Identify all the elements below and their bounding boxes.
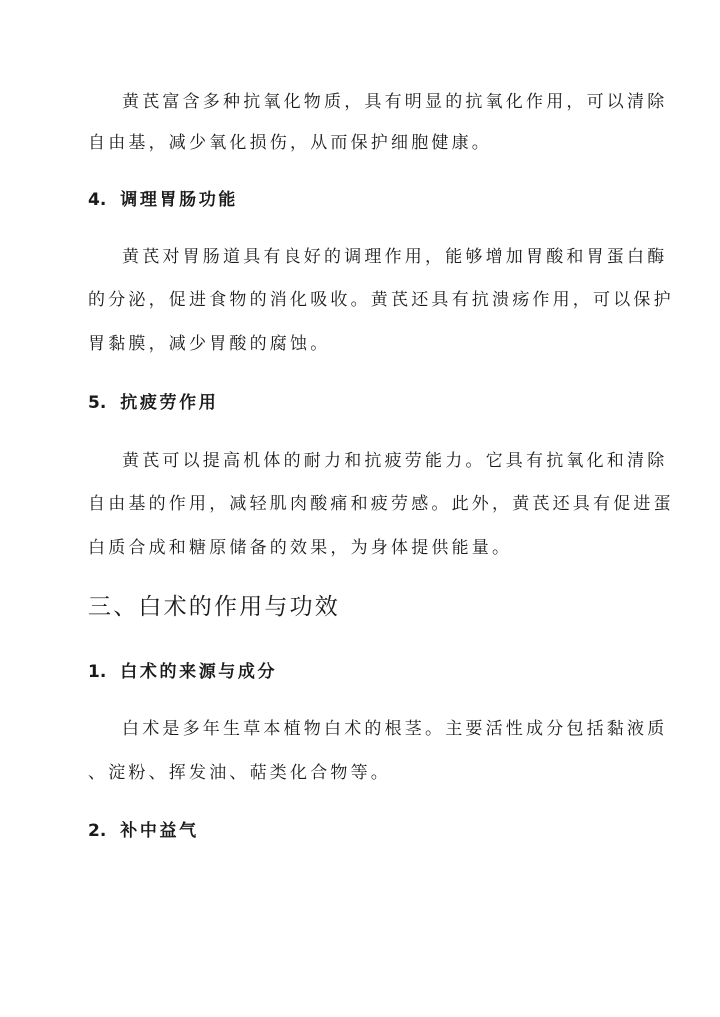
section-heading-1 xyxy=(88,660,277,684)
heading-title: 抗疲劳作用 xyxy=(120,393,219,413)
paragraph-line: 胃黏膜，减少胃酸的腐蚀。 xyxy=(88,334,331,354)
heading-title: 补中益气 xyxy=(120,821,199,841)
section-heading-5 xyxy=(88,391,218,415)
heading-number: 4. xyxy=(88,190,107,210)
section-heading-4 xyxy=(88,188,238,212)
heading-number: 1. xyxy=(88,662,107,682)
paragraph-line: 黄芪对胃肠道具有良好的调理作用，能够增加胃酸和胃蛋白酶 xyxy=(122,247,668,267)
chapter-heading: 三、白术的作用与功效 xyxy=(88,594,340,620)
paragraph-line: 自由基，减少氧化损伤，从而保护细胞健康。 xyxy=(88,133,492,153)
paragraph-line: 自由基的作用，减轻肌肉酸痛和疲劳感。此外，黄芪还具有促进蛋 xyxy=(88,494,674,514)
paragraph-line: 黄芪富含多种抗氧化物质，具有明显的抗氧化作用，可以清除 xyxy=(122,92,668,112)
heading-title: 白术的来源与成分 xyxy=(120,662,278,682)
paragraph-line: 白质合成和糖原储备的效果，为身体提供能量。 xyxy=(88,538,513,558)
paragraph-line: 黄芪可以提高机体的耐力和抗疲劳能力。它具有抗氧化和清除 xyxy=(122,451,668,471)
paragraph-line: 、淀粉、挥发油、萜类化合物等。 xyxy=(88,763,391,783)
section-heading-2 xyxy=(88,819,199,843)
heading-number: 2. xyxy=(88,821,107,841)
paragraph-line: 的分泌，促进食物的消化吸收。黄芪还具有抗溃疡作用，可以保护 xyxy=(88,290,674,310)
heading-title: 调理胃肠功能 xyxy=(120,190,238,210)
heading-number: 5. xyxy=(88,393,107,413)
paragraph-line: 白术是多年生草本植物白术的根茎。主要活性成分包括黏液质 xyxy=(122,719,668,739)
